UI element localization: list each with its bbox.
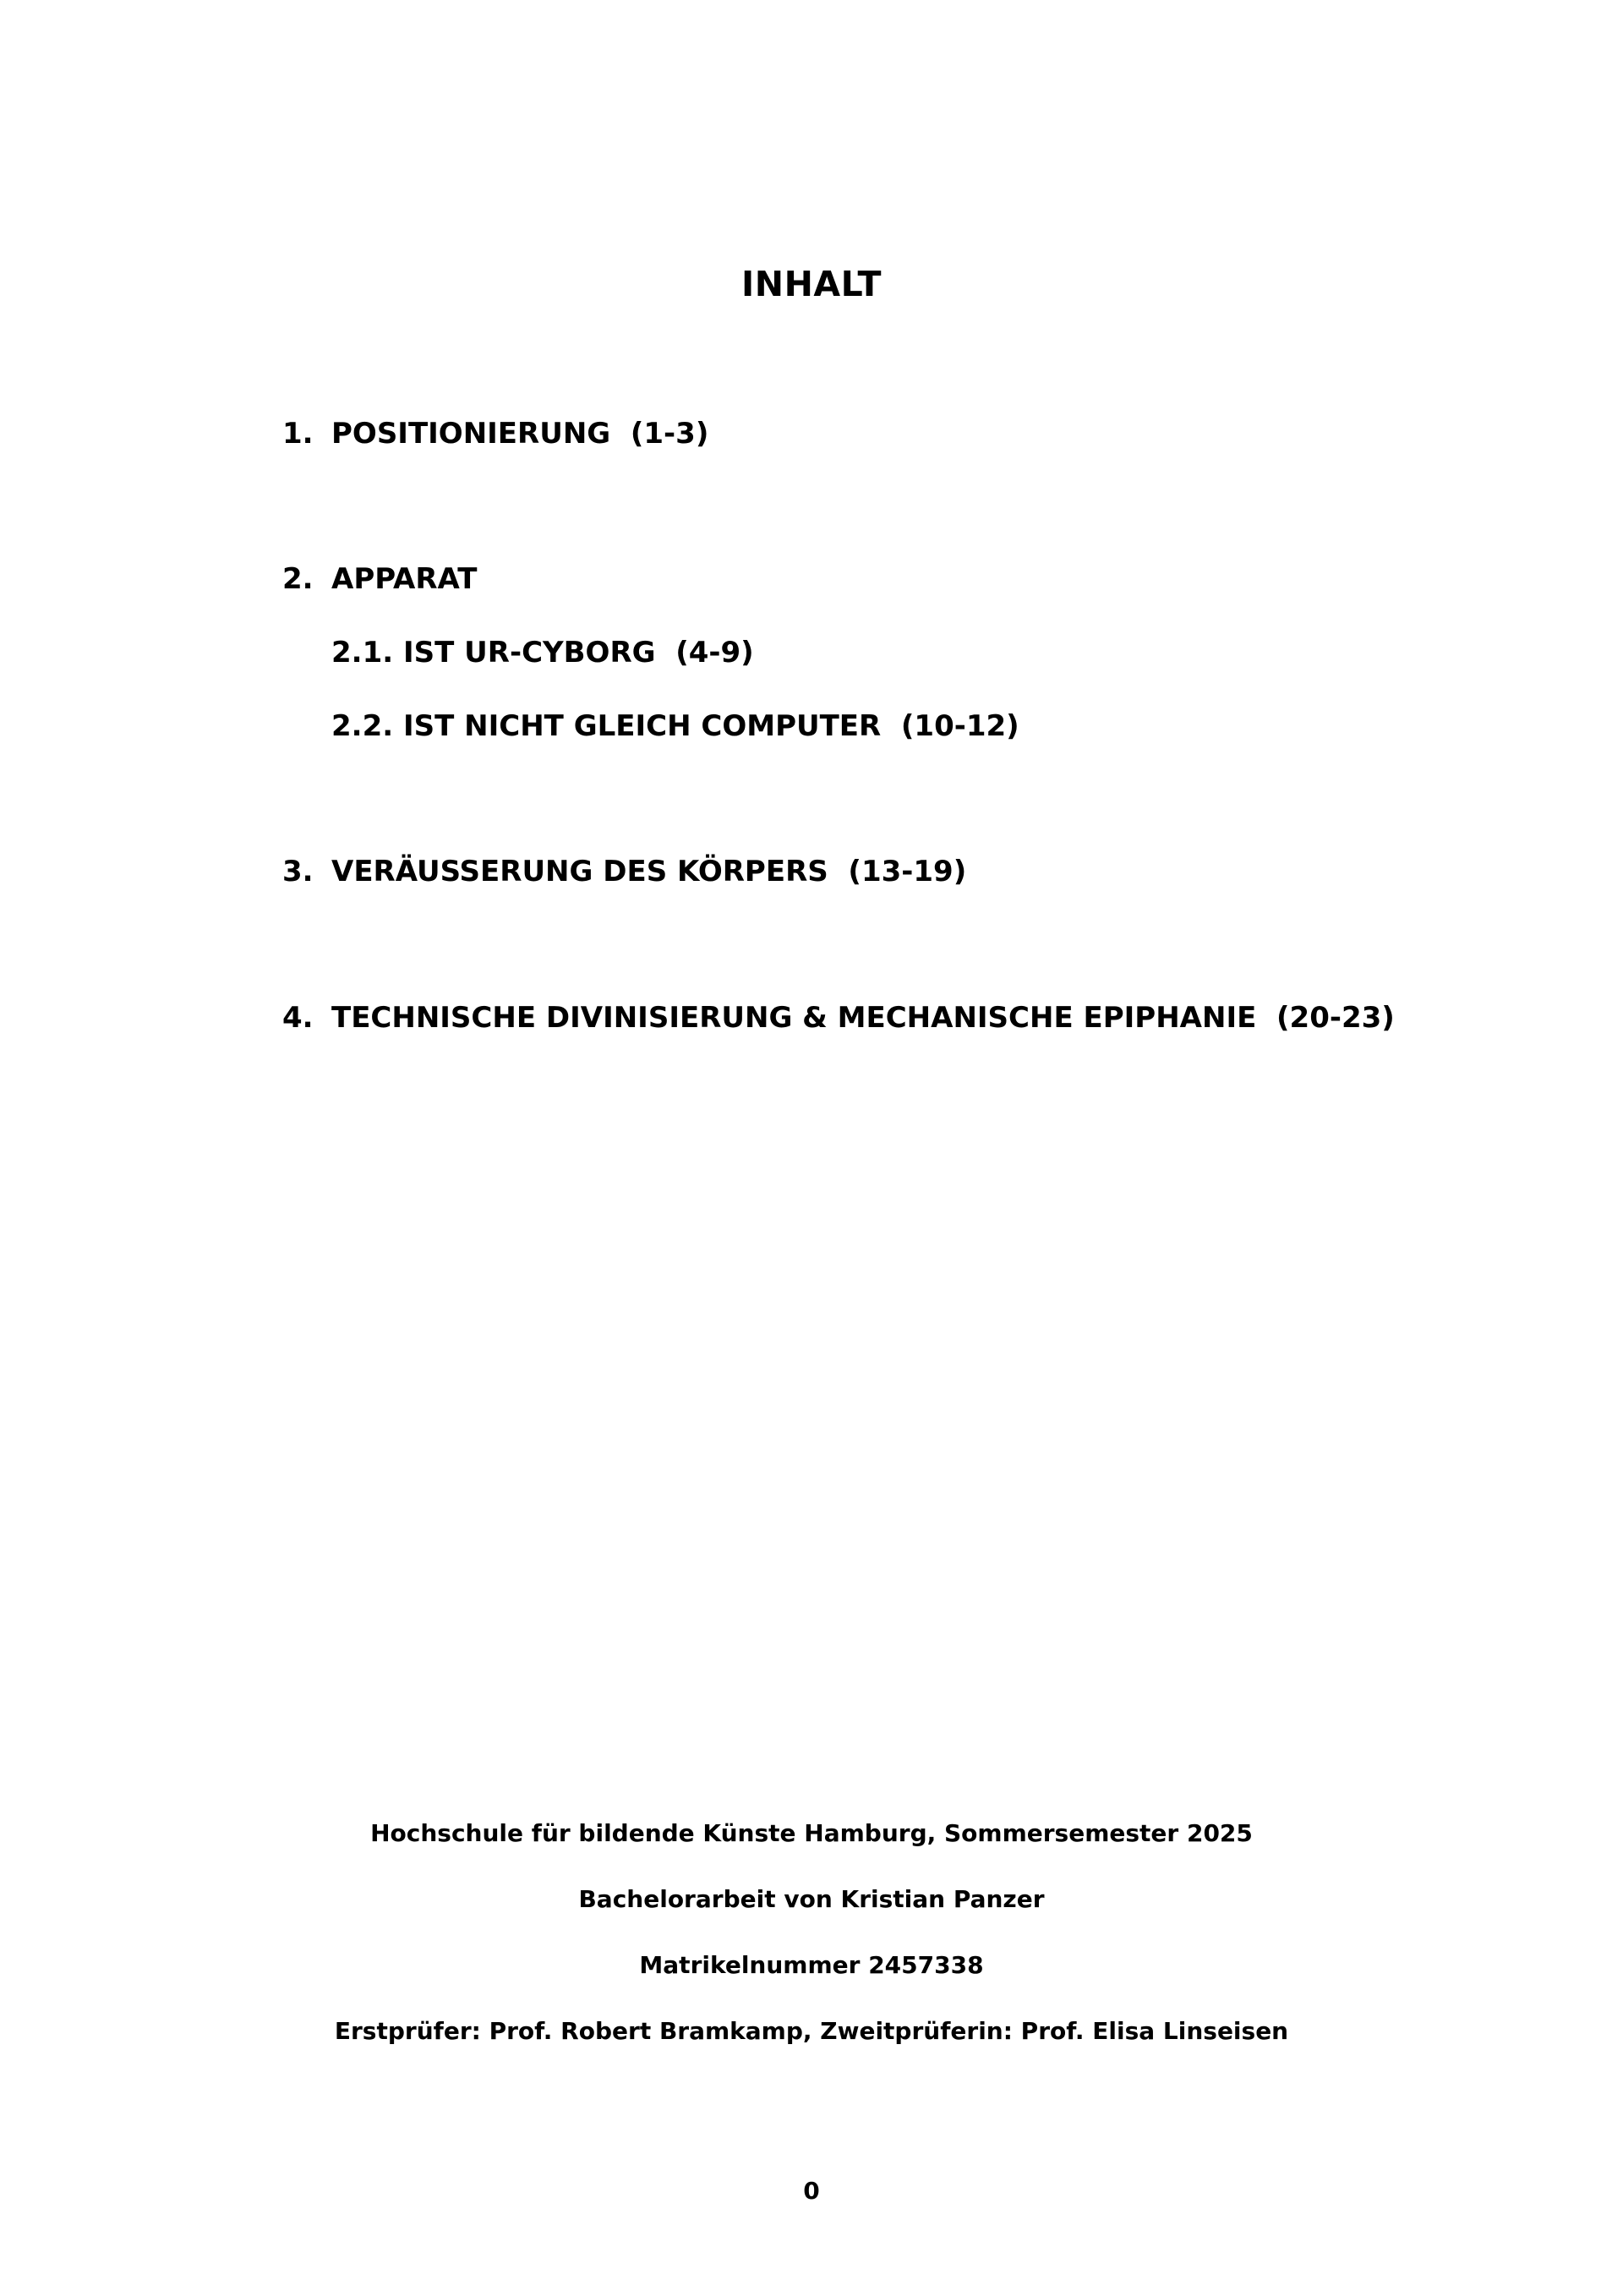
toc-entry-text: VERÄUSSERUNG DES KÖRPERS (13-19)	[331, 855, 967, 888]
page-title: INHALT	[741, 264, 882, 304]
footer-student-id: Matrikelnummer 2457338	[639, 1951, 984, 1979]
toc-entry-1	[282, 417, 709, 451]
toc-entry-4	[282, 1001, 1395, 1035]
toc-entry-2	[282, 562, 478, 596]
toc-entry-text: POSITIONIERUNG (1-3)	[331, 417, 709, 451]
toc-entry-2-1	[331, 636, 754, 670]
toc-entry-number: 2.1.	[331, 636, 394, 670]
toc-entry-number: 1.	[282, 417, 314, 451]
footer-examiners: Erstprüfer: Prof. Robert Bramkamp, Zweitprüferin: Prof. Elisa Linseisen	[334, 2017, 1289, 2045]
toc-entry-text: IST NICHT GLEICH COMPUTER (10-12)	[403, 709, 1019, 743]
toc-entry-3	[282, 857, 966, 886]
footer-institution: Hochschule für bildende Künste Hamburg, Sommersemester 2025	[370, 1819, 1253, 1847]
toc-entry-text: IST UR-CYBORG (4-9)	[403, 636, 754, 670]
toc-entry-text: APPARAT	[331, 562, 478, 596]
footer-thesis-author: Bachelorarbeit von Kristian Panzer	[578, 1885, 1045, 1913]
toc-entry-2-2	[331, 709, 1019, 743]
toc-entry-number: 4.	[282, 1001, 314, 1035]
toc-entry-number: 2.2.	[331, 709, 394, 743]
toc-entry-number: 2.	[282, 562, 314, 596]
toc-entry-text: TECHNISCHE DIVINISIERUNG & MECHANISCHE EPIPHANIE (20-23)	[331, 1001, 1395, 1035]
page-number: 0	[803, 2177, 820, 2205]
toc-entry-number: 3.	[282, 855, 314, 888]
